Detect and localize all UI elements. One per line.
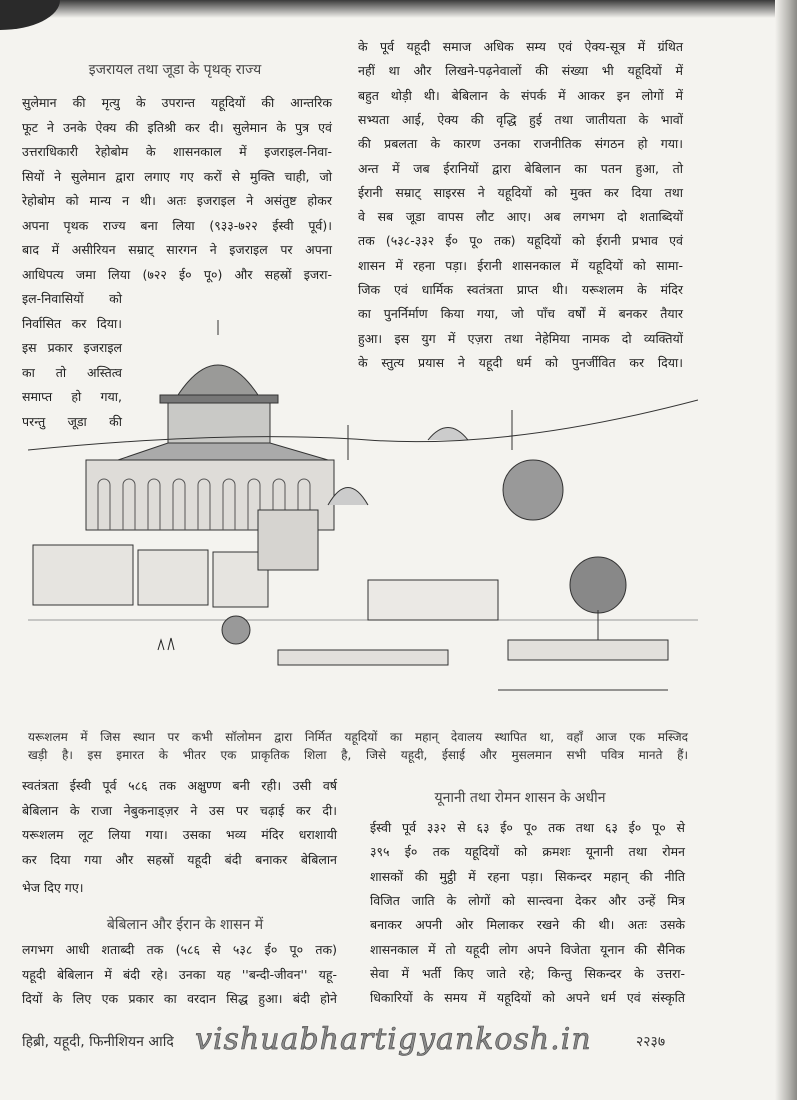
text-line: इल-निवासियों को <box>22 291 122 306</box>
text-line: शासन में रहना पड़ा। ईरानी शासनकाल में यहूदियों को सामा- <box>358 257 683 273</box>
text-line: तक (५३८-३३२ ई० पू० तक) यहूदियों को ईरानी प्रभाव एवं <box>358 233 683 249</box>
text-line: समाप्त हो गया, <box>22 389 122 404</box>
text-line: सियों ने सुलेमान द्वारा लगाए गए करों से मुक्ति चाही, जो <box>22 168 332 184</box>
text-line: सुलेमान की मृत्यु के उपरान्त यहूदियों की आन्तरिक <box>22 95 332 110</box>
text-line: परन्तु जूडा की <box>22 413 122 429</box>
text-line: अपना पृथक राज्य बना लिया (९३३-७२२ ईस्वी पूर्व)। <box>22 217 332 233</box>
text-line: लगभग आधी शताब्दी तक (५८६ से ५३८ ई० पू० तक) <box>22 942 337 957</box>
text-line: का पुनर्निर्माण किया गया, जो पाँच वर्षों में बनकर तैयार <box>358 306 683 322</box>
text-line: यरूशलम लूट लिया गया। उसका भव्य मंदिर धराशायी <box>22 827 337 842</box>
bottom-left-last-line: भेज दिए गए। <box>22 880 84 895</box>
text-line: बेबिलान के राजा नेबुकनाड्ज़र ने उस पर चढ़ाई कर दी। <box>22 802 337 818</box>
text-line: ईस्वी पूर्व ३३२ से ६३ ई० पू० तक तथा ६३ ई० पू० से <box>370 820 685 835</box>
text-line: यरूशलम में जिस स्थान पर कभी सॉलोमन द्वारा निर्मित यहूदियों का महान् देवालय स्थापित था, वहाँ आज एक मस्जिद <box>28 730 688 744</box>
text-line: के पूर्व यहूदी समाज अधिक सम्य एवं ऐक्य-सूत्र में ग्रंथित <box>358 39 683 54</box>
page-corner-shadow <box>0 0 60 30</box>
text-line: ३९५ ई० तक यहूदियों को क्रमशः यूनानी तथा रोमन <box>370 844 685 860</box>
text-line: का तो अस्तित्व <box>22 364 122 380</box>
text-line: शासकों की मुट्ठी में रहना पड़ा। सिकन्दर महान् की नीति <box>370 868 685 884</box>
running-title: हिब्री, यहूदी, फिनीशियन आदि <box>22 1034 174 1050</box>
section-heading-greek-roman: यूनानी तथा रोमन शासन के अधीन <box>434 790 606 806</box>
watermark: vishuabhartigyankosh.in <box>195 1022 592 1057</box>
text-line: बनाकर अपनी ओर मिलाकर रखने की थी। अतः उसके <box>370 917 685 933</box>
text-line: फूट ने उनके ऐक्य की इतिश्री कर दी। सुलेमान के पुत्र एवं <box>22 119 332 135</box>
text-line: कर दिया गया और सहस्रों यहूदी बंदी बनाकर बेबिलान <box>22 851 337 867</box>
text-line: के स्तुत्य प्रयास ने यहूदी धर्म को पुनर्जीवित कर दिया। <box>358 354 683 370</box>
page-number: २२३७ <box>636 1034 666 1050</box>
text-line: वे सब जूडा वापस लौट आए। अब लगभग दो शताब्दियों <box>358 209 683 225</box>
text-line: की प्रबलता के कारण उनका राजनीतिक संगठन हो गया। <box>358 136 683 152</box>
text-line: यहूदी बेबिलान में बंदी रहे। उनका यह ''बन्दी-जीवन'' यहू- <box>22 966 337 982</box>
text-line: धिकारियों के समय में यहूदियों को अपने धर्म एवं संस्कृति <box>370 990 685 1006</box>
page-edge-top <box>0 0 797 18</box>
text-line: अन्त में जब ईरानियों द्वारा बेबिलान का पतन हुआ, तो <box>358 160 683 176</box>
section-heading-israel-judah: इजरायल तथा जूडा के पृथक् राज्य <box>88 62 262 78</box>
text-line: बाद में असीरियन सम्राट् सारगन ने इजराइल पर अपना <box>22 242 332 257</box>
section-heading-babylon-iran: बेबिलान और ईरान के शासन में <box>106 917 264 933</box>
text-line: निर्वासित कर दिया। <box>22 315 122 331</box>
text-line: आधिपत्य जमा लिया (७२२ ई० पू०) और सहस्रों इजरा- <box>22 266 332 282</box>
text-line: उत्तराधिकारी रेहोबोम के शासनकाल में इजराइल-निवा- <box>22 144 332 159</box>
book-spine-shadow <box>775 0 797 1100</box>
text-line: ईरानी सम्राट् साइरस ने यहूदियों को मुक्त कर दिया तथा <box>358 184 683 200</box>
text-line: दियों के लिए एक प्रकार का वरदान सिद्ध हुआ। बंदी होने <box>22 991 337 1006</box>
text-line: स्वतंत्रता ईस्वी पूर्व ५८६ तक अक्षुण्ण बनी रही। उसी वर्ष <box>22 778 337 793</box>
text-line: इस प्रकार इजराइल <box>22 340 122 355</box>
text-line: शासनकाल में तो यहूदी लोग अपने विजेता यूनान की सैनिक <box>370 941 685 957</box>
text-line: खड़ी है। इस इमारत के भीतर एक प्राकृतिक शिला है, जिसे यहूदी, ईसाई और मुसलमान सभी पवित्र मानते हैं। <box>28 748 688 762</box>
text-line: नहीं था और लिखने-पढ़नेवालों की संख्या भी यहूदियों में <box>358 63 683 79</box>
text-line: बहुत थोड़ी थी। बेबिलान के संपर्क में आकर इन लोगों में <box>358 87 683 103</box>
text-line: विजित जाति के लोगों को सान्त्वना देकर और उन्हें मित्र <box>370 892 685 908</box>
dome-of-the-rock-illustration <box>28 320 698 710</box>
text-line: रेहोबोम को मान्य न थी। अतः इजराइल ने असंतुष्ट होकर <box>22 193 332 208</box>
text-line: हुआ। इस युग में एज़रा तथा नेहेमिया नामक दो व्यक्तियों <box>358 330 683 346</box>
text-line: सभ्यता आई, ऐक्य की वृद्धि हुई तथा जातीयता के भावों <box>358 111 683 127</box>
text-line: सेवा में भर्ती किए जाते रहे; किन्तु सिकन्दर के उत्तरा- <box>370 965 685 981</box>
text-line: जिक एवं धार्मिक स्वतंत्रता प्राप्त थी। यरूशलम के मंदिर <box>358 282 683 297</box>
